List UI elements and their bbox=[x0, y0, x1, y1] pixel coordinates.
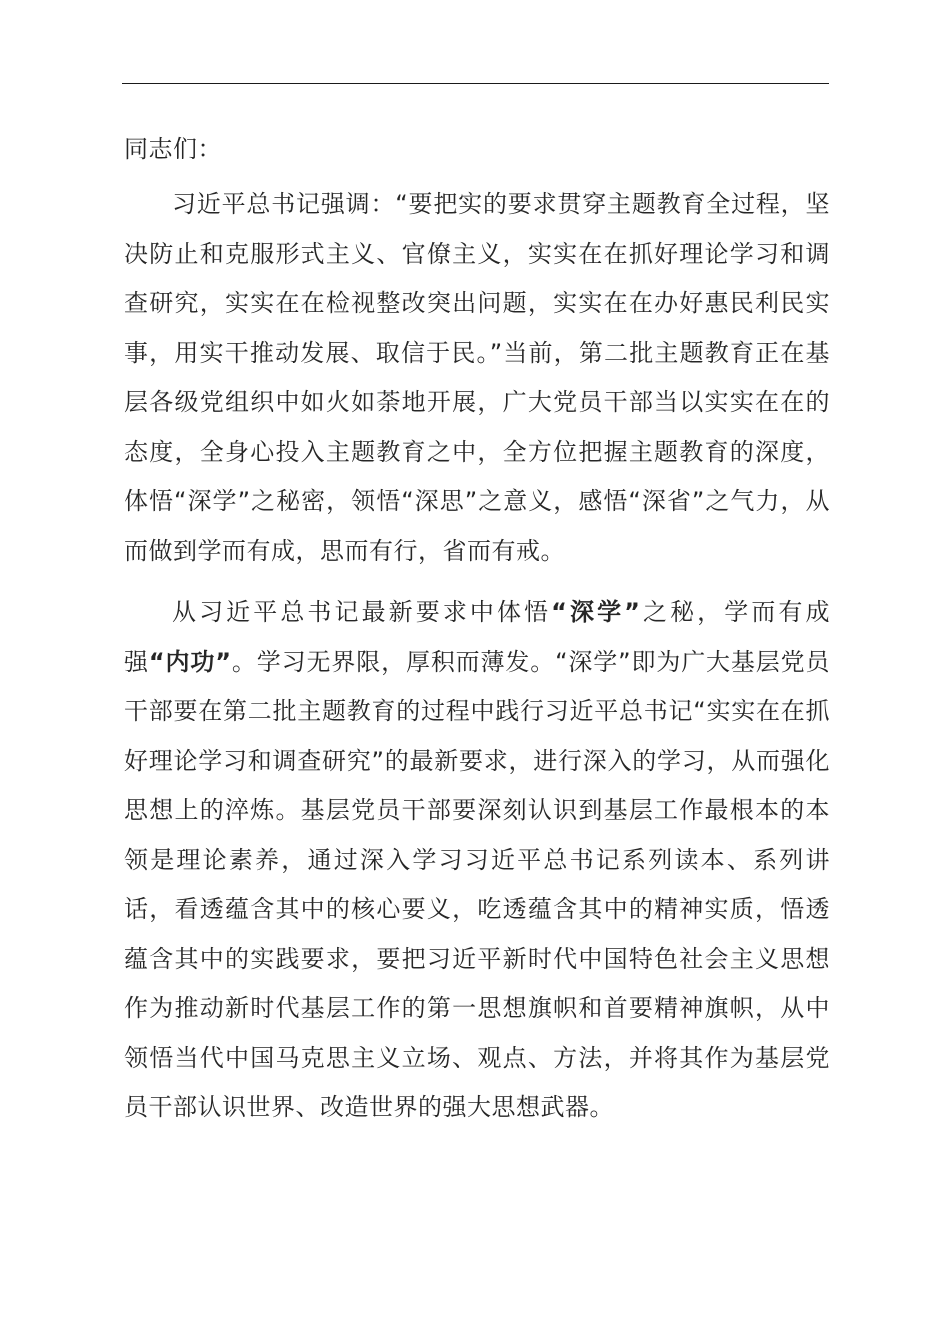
paragraph-2-body: 。学习无界限，厚积而薄发。“深学”即为广大基层党员干部要在第二批主题教育的过程中践行习近平总书记“实实在在抓好理论学习和调查研究”的最新要求，进行深入的学习，从而强化思想上的淬炼。基层党员干部要深刻认识到基层工作最根本的本领是理论素养，通过深入学习习近平总书记系列读本、系列讲话，看透蕴含其中的核心要义，吃透蕴含其中的精神实质，悟透蕴含其中的实践要求，要把习近平新时代中国特色社会主义思想作为推动新时代基层工作的第一思想旗帜和首要精神旗帜，从中领悟当代中国马克思主义立场、观点、方法，并将其作为基层党员干部认识世界、改造世界的强大思想武器。 bbox=[124, 647, 831, 1121]
paragraph-2 bbox=[124, 588, 830, 1133]
document-body bbox=[124, 124, 830, 1133]
header-rule bbox=[122, 83, 829, 84]
paragraph-2-bold-quote-inner-strength: “内功” bbox=[148, 647, 232, 676]
paragraph-2-bold-quote-deep-study: “深学” bbox=[551, 598, 641, 626]
paragraph-2-lead-text: 从习近平总书记最新要求中体悟 bbox=[172, 598, 552, 626]
paragraph-1: 习近平总书记强调：“要把实的要求贯穿主题教育全过程，坚决防止和克服形式主义、官僚主义，实实在在抓好理论学习和调查研究，实实在在检视整改突出问题，实实在在办好惠民利民实事，用实干推动发展、取信于民。”当前，第二批主题教育正在基层各级党组织中如火如荼地开展，广大党员干部当以实实在在的态度，全身心投入主题教育之中，全方位把握主题教育的深度，体悟“深学”之秘密，领悟“深思”之意义，感悟“深省”之气力，从而做到学而有成，思而有行，省而有戒。 bbox=[124, 190, 830, 565]
salutation: 同志们： bbox=[124, 135, 222, 163]
paragraph-2-lead-text-2: 之秘，学而有成强 bbox=[124, 598, 831, 676]
